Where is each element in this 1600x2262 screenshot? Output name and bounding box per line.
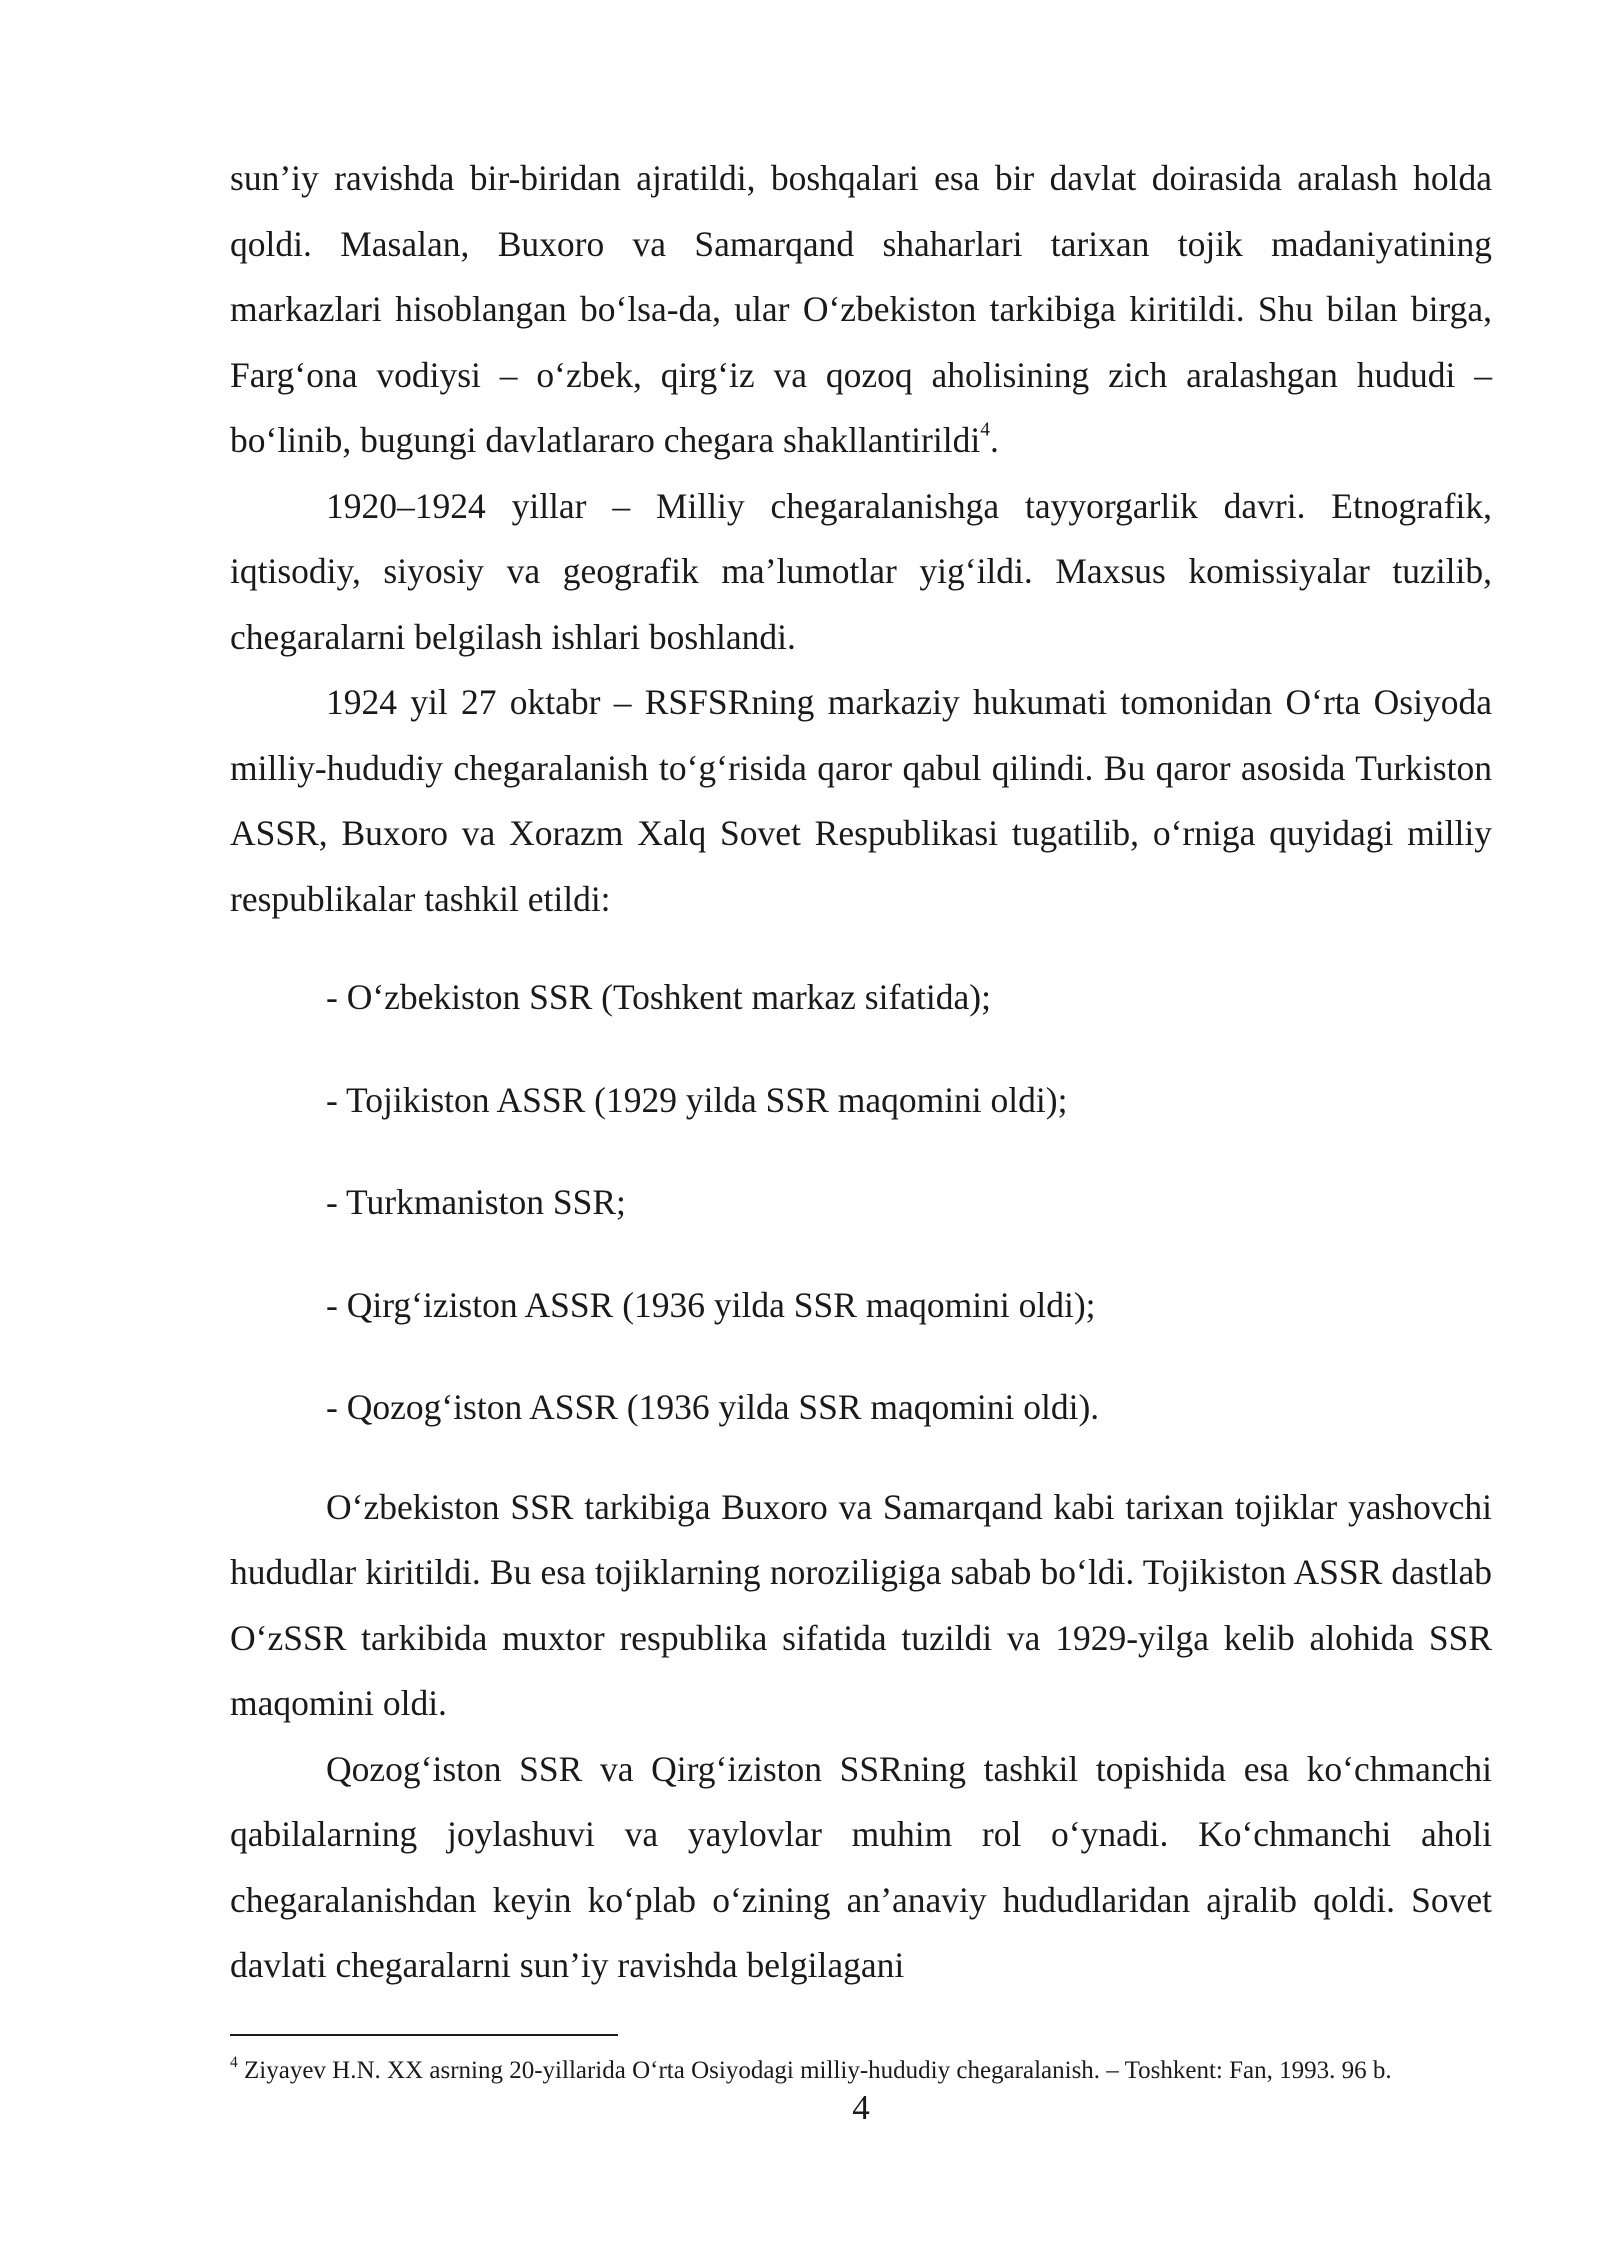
footnote-number: 4	[230, 2054, 238, 2072]
paragraph-1	[230, 146, 1492, 474]
footnote	[230, 2054, 1492, 2088]
paragraph-3: 1924 yil 27 oktabr – RSFSRning markaziy hukumati tomonidan O‘rta Osiyoda milliy-hududiy chegaralanish to‘g‘risida qaror qabul qilindi. Bu qaror asosida Turkiston ASSR, Buxoro va Xorazm Xalq Sovet Respublikasi tugatilib, o‘rniga quyidagi milliy respublikalar tashkil etildi:	[230, 682, 1492, 919]
list-item: - Turkmaniston SSR;	[326, 1182, 626, 1222]
page-number: 4	[852, 2088, 870, 2127]
paragraph-1-end: .	[989, 420, 999, 460]
footnote-text: Ziyayev H.N. XX asrning 20-yillarida O‘rta Osiyodagi milliy-hududiy chegaralanish. – Toshkent: Fan, 1993. 96 b.	[237, 2057, 1392, 2084]
paragraph-5: Qozog‘iston SSR va Qirg‘iziston SSRning tashkil topishida esa ko‘chmanchi qabilalarning joylashuvi va yaylovlar muhim rol o‘ynadi. Ko‘chmanchi aholi chegaralanishdan keyin ko‘plab o‘zining an’anaviy hududlaridan ajralib qoldi. Sovet davlati chegaralarni sun’iy ravishda belgilagani	[230, 1748, 1492, 1985]
footnote-separator	[230, 2034, 618, 2036]
footnote-reference[interactable]: 4	[980, 419, 990, 441]
paragraph-1-text: sun’iy ravishda bir-biridan ajratildi, boshqalari esa bir davlat doirasida aralash holda qoldi. Masalan, Buxoro va Samarqand shaharlari tarixan tojik madaniyatining markazlari hisoblangan bo‘lsa-da, ular O‘zbekiston tarkibiga kiritildi. Shu bilan birga, Farg‘ona vodiysi – o‘zbek, qirg‘iz va qozoq aholisining zich aralashgan hududi – bo‘linib, bugungi davlatlararo chegara shakllantirildi	[230, 158, 1492, 460]
body-text	[230, 146, 1492, 1999]
list-item: - O‘zbekiston SSR (Toshkent markaz sifatida);	[326, 977, 991, 1017]
list-item: - Qozog‘iston ASSR (1936 yilda SSR maqomini oldi).	[326, 1387, 1100, 1427]
paragraph-4: O‘zbekiston SSR tarkibiga Buxoro va Samarqand kabi tarixan tojiklar yashovchi hududlar kiritildi. Bu esa tojiklarning noroziligiga sabab bo‘ldi. Tojikiston ASSR dastlab O‘zSSR tarkibida muxtor respublika sifatida tuzildi va 1929-yilga kelib alohida SSR maqomini oldi.	[230, 1486, 1492, 1723]
list-item: - Tojikiston ASSR (1929 yilda SSR maqomini oldi);	[326, 1079, 1068, 1120]
list-item: - Qirg‘iziston ASSR (1936 yilda SSR maqomini oldi);	[326, 1284, 1096, 1325]
paragraph-2: 1920–1924 yillar – Milliy chegaralanishga tayyorgarlik davri. Etnografik, iqtisodiy, siyosiy va geografik ma’lumotlar yig‘ildi. Maxsus komissiyalar tuzilib, chegaralarni belgilash ishlari boshlandi.	[230, 485, 1492, 657]
republics-list	[230, 965, 1492, 1441]
